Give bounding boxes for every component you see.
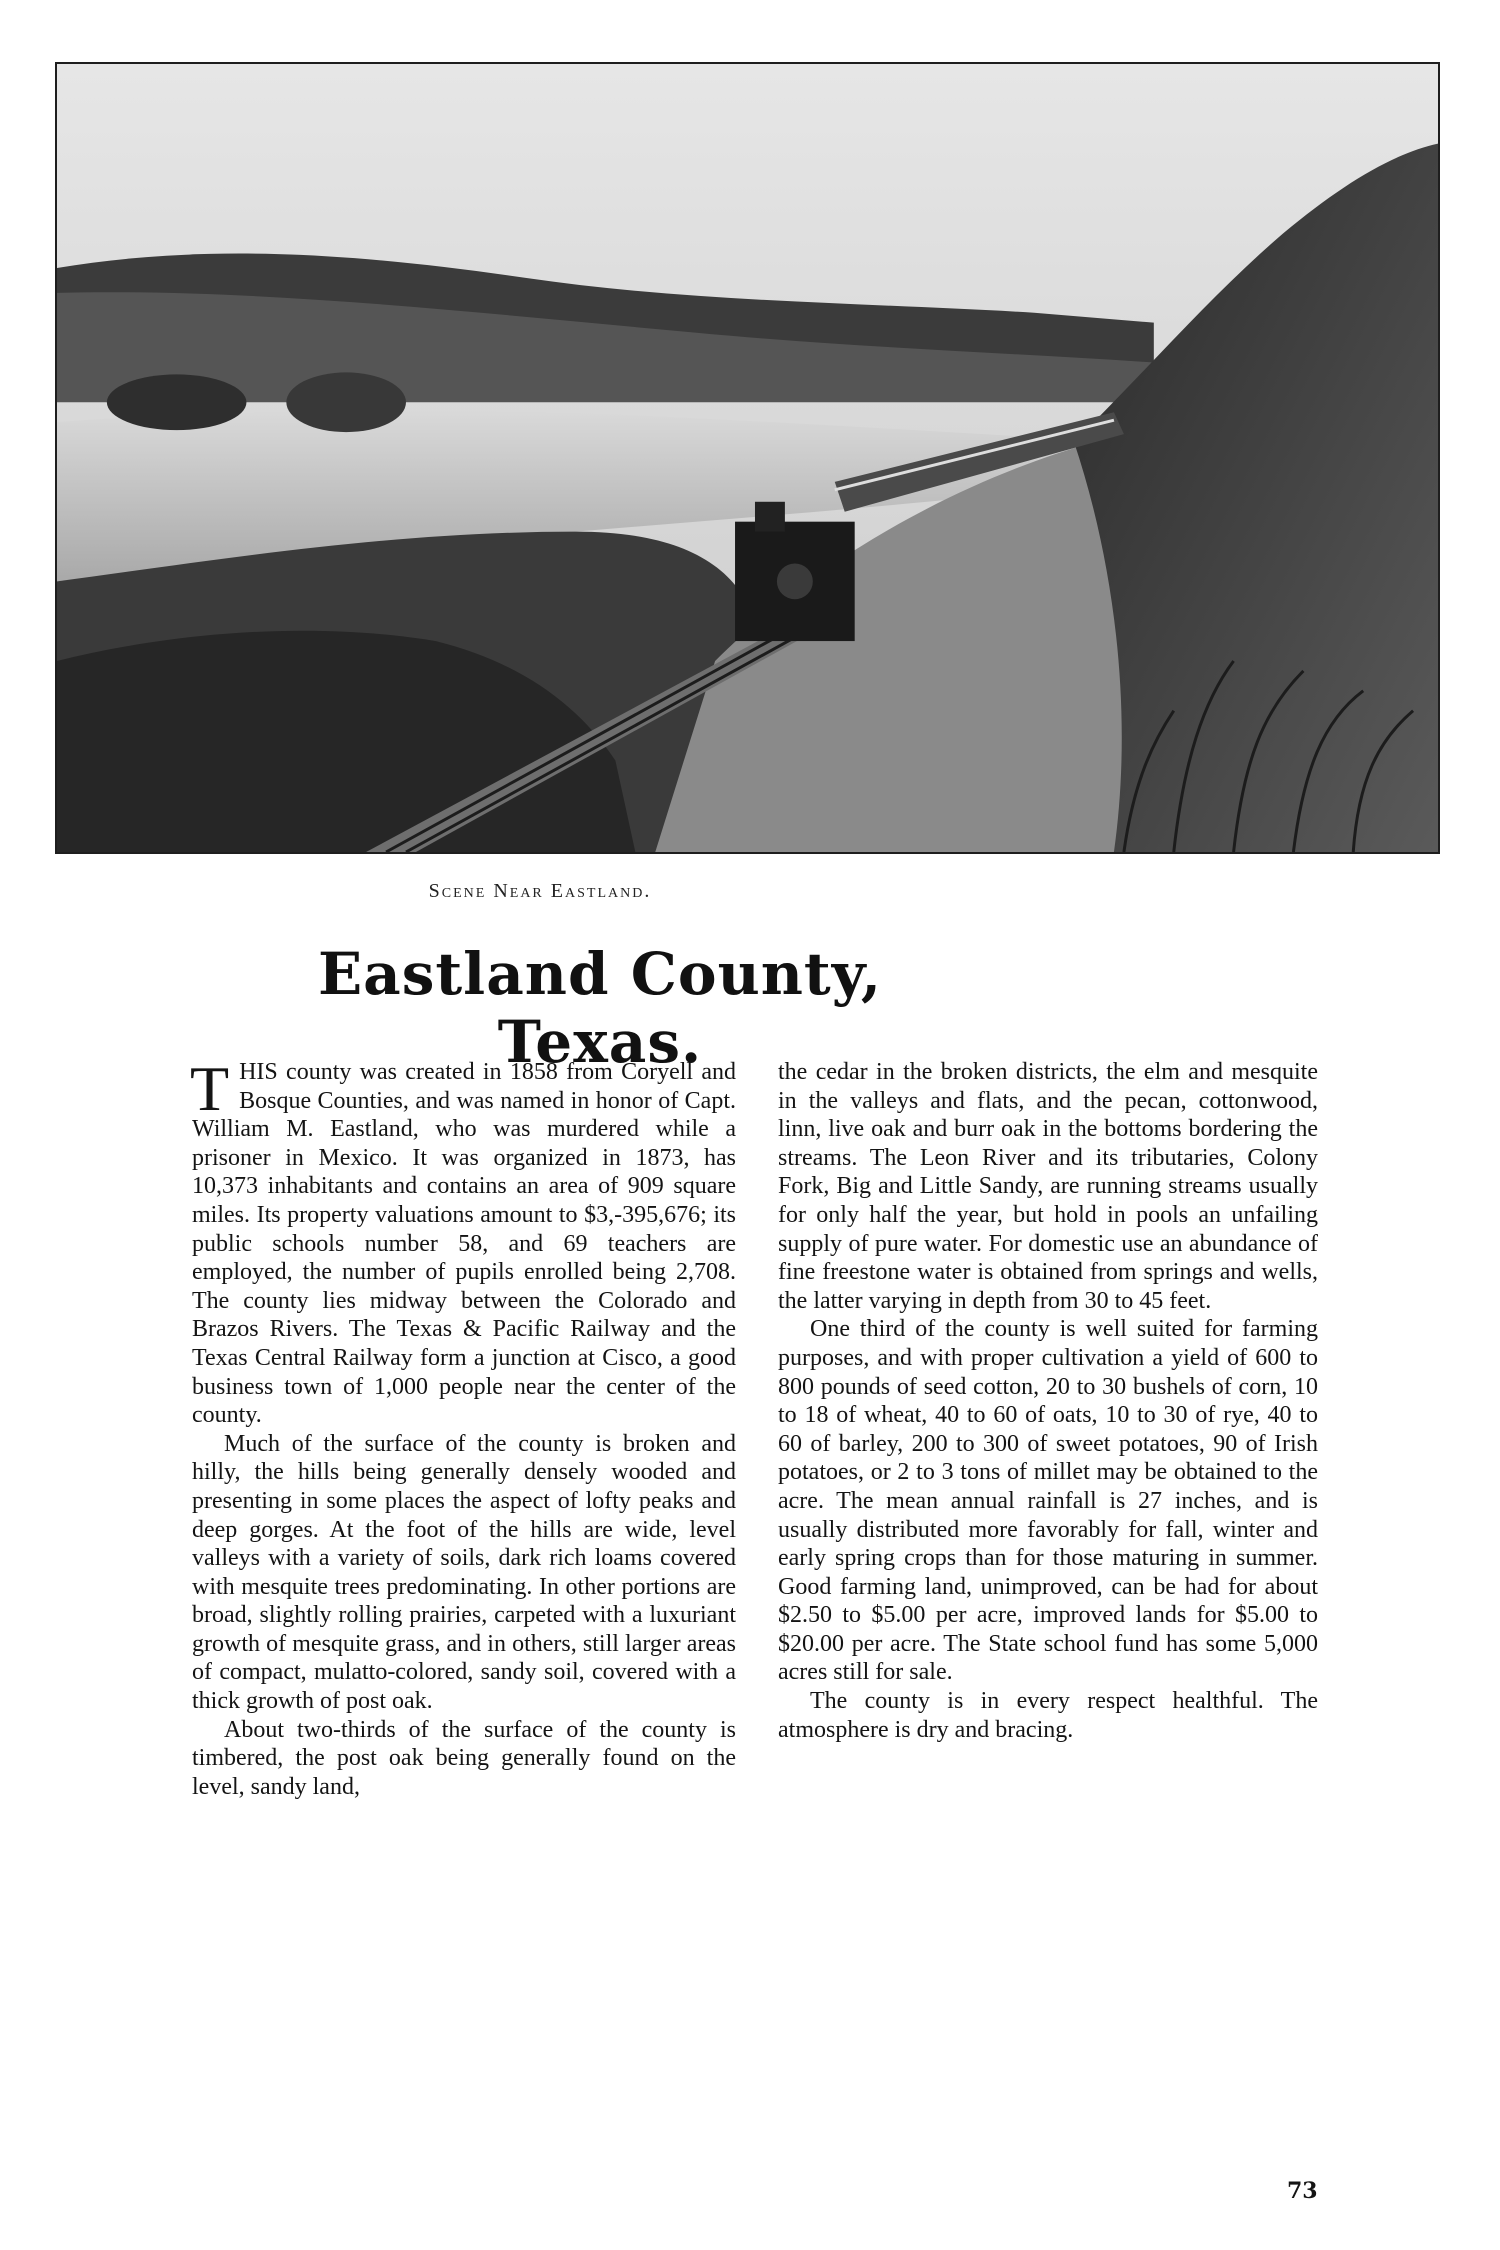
paragraph-intro	[190, 1053, 736, 1430]
paragraph-farming: One third of the county is well suited for farming purposes, and with proper cultivation a yield of 600 to 800 pounds of seed cotton, 20 to 30 bushels of corn, 10 to 18 of wheat, 40 to 60 of oats, 10 to 30 of rye, 40 to 60 of barley, 200 to 300 of sweet potatoes, 90 of Irish potatoes, or 2 to 3 tons of millet may be obtained to the acre. The mean annual rainfall is 27 inches, and is usually distributed more favorably for fall, winter and early spring crops than for those maturing in summer. Good farming land, unimproved, can be had for about $2.50 to $5.00 per acre, improved lands for $5.00 to $20.00 per acre. The State school fund has some 5,000 acres still for sale.	[778, 1316, 1318, 1686]
paragraph-surface: Much of the surface of the county is broken and hilly, the hills being generally densely wooded and presenting in some places the aspect of lofty peaks and deep gorges. At the foot of the hills are wide, level valleys with a variety of soils, dark rich loams covered with mesquite trees predominating. In other portions are broad, slightly rolling prairies, carpeted with a luxuriant growth of mesquite grass, and in others, still larger areas of compact, mulatto-colored, sandy soil, covered with a thick growth of post oak.	[192, 1430, 736, 1715]
left-column	[190, 1053, 736, 1801]
paragraph-health: The county is in every respect healthful. The atmosphere is dry and bracing.	[778, 1688, 1318, 1743]
paragraph-timber-continued: the cedar in the broken districts, the elm and mesquite in the valleys and flats, and the pecan, cottonwood, linn, live oak and burr oak in the bottoms bordering the streams. The Leon River and its tributaries, Colony Fork, Big and Little Sandy, are running streams usually for only half the year, but hold in pools an unfailing supply of pure water. For domestic use an abundance of fine freestone water is obtained from springs and wells, the latter varying in depth from 30 to 45 feet.	[778, 1059, 1318, 1314]
article-title: Eastland County, Texas.	[317, 940, 883, 1076]
page-number: 73	[1287, 2178, 1318, 2204]
railroad-landscape-image	[57, 64, 1438, 852]
scene-photograph	[55, 62, 1440, 854]
paragraph-intro-text: HIS county was created in 1858 from Coryell and Bosque Counties, and was named in honor of Capt. William M. Eastland, who was murdered while a prisoner in Mexico. It was organized in 1873, has 10,373 inhabitants and contains an area of 909 square miles. Its property valuations amount to $3,-395,676; its public schools number 58, and 69 teachers are employed, the number of pupils enrolled being 2,708. The county lies midway between the Colorado and Brazos Rivers. The Texas & Pacific Railway and the Texas Central Railway form a junction at Cisco, a good business town of 1,000 people near the center of the county.	[192, 1059, 736, 1429]
paragraph-timber: About two-thirds of the surface of the county is timbered, the post oak being generally found on the level, sandy land,	[192, 1716, 736, 1800]
right-column	[778, 1058, 1318, 1744]
drop-cap: T	[190, 1053, 230, 1124]
photo-caption: Scene Near Eastland.	[428, 880, 652, 902]
